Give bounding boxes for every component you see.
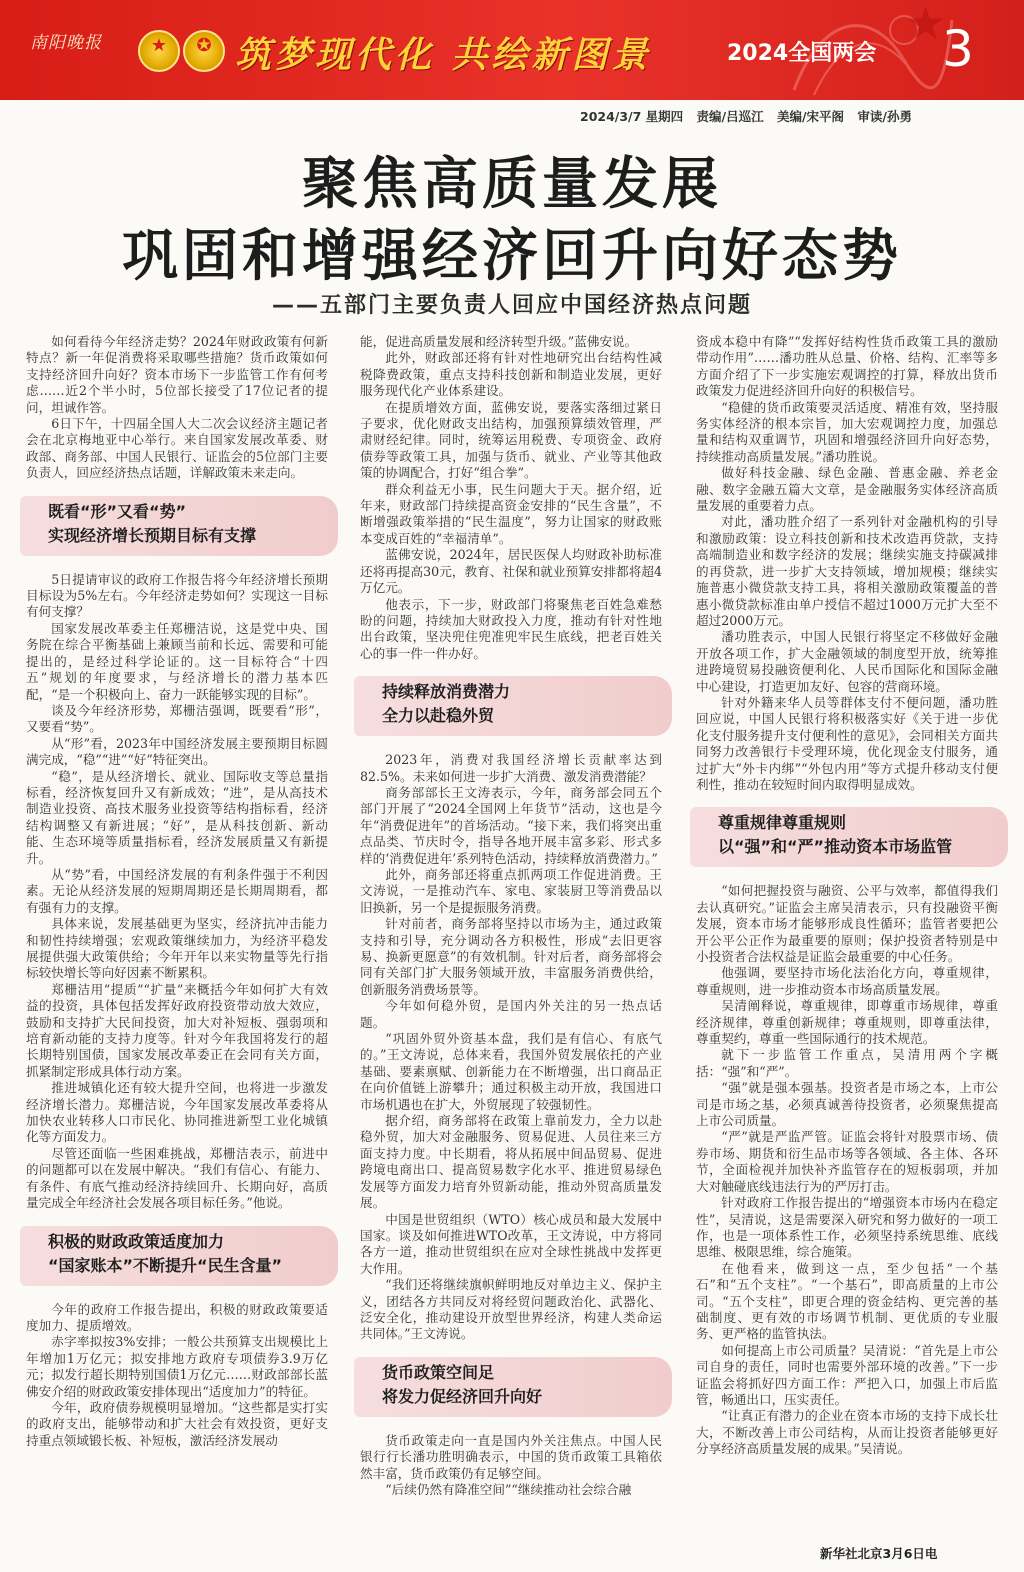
headline-line-2: 巩固和增强经济回升向好态势 (122, 224, 902, 289)
paragraph: 他表示，下一步，财政部门将聚焦老百姓急难愁盼的问题，持续加大财政投入力度，推动有针对性地出台政策，坚决兜住兜准兜牢民生底线，把老百姓关心的事一件一件办好。 (360, 596, 662, 661)
issue-date: 2024/3/7 星期四 (580, 109, 684, 124)
paragraph: 针对前者，商务部将坚持以市场为主，通过政策支持和引导，充分调动各方积极性，形成“去旧更容易、换新更愿意”的有效机制。针对后者，商务部将会同有关部门扩大服务领域开放，丰富服务消费供给，创新服务消费场景等。 (360, 916, 662, 997)
section-heading-line-2: 实现经济增长预期目标有支撑 (48, 525, 257, 545)
paragraph: 郑栅洁用“提质”“扩量”来概括今年如何扩大有效益的投资，具体包括发挥好政府投资带动放大效应，鼓励和支持扩大民间投资，加大对补短板、强弱项和培育新动能的支持力度等。针对今年我国将发行的超长期特别国债，国家发展改革委正在会同有关方面，抓紧制定形成具体行动方案。 (26, 981, 328, 1079)
paragraph: “后续仍然有降准空间”“继续推动社会综合融 (385, 1481, 632, 1497)
newspaper-masthead: 南阳晚报 (30, 33, 102, 53)
paragraph: 如何看待今年经济走势？2024年财政政策有何新特点？新一年促消费将采取哪些措施？货币政策如何支持经济回升向好？资本市场下一步监管工作有何考虑……近2个半小时，5位部长接受了17位记者的提问，坦诚作答。 (26, 334, 328, 415)
paragraph: 针对外籍来华人员等群体支付不便问题，潘功胜回应说，中国人民银行将积极落实好《关于进一步优化支付服务提升支付便利性的意见》，会同相关方面共同努力改善银行卡受理环境，优化现金支付服务，通过扩大“外卡内绑”“外包内用”等方式提升移动支付便利性，推动在较短时间内取得明显成效。 (696, 694, 998, 792)
paragraph: 6日下午，十四届全国人大二次会议经济主题记者会在北京梅地亚中心举行。来自国家发展改革委、财政部、商务部、中国人民银行、证监会的5位部门主要负责人，回应经济热点话题，详解政策未来走向。 (26, 416, 328, 481)
paragraph: “严”就是严监严管。证监会将针对股票市场、债券市场、期货和衍生品市场等各领域、各主体、各环节，全面检视并加快补齐监管存在的短板弱项，并加大对触碰底线违法行为的严厉打击。 (696, 1129, 998, 1194)
section-heading-monetary-policy (354, 1353, 668, 1421)
paragraph: 潘功胜表示，中国人民银行将坚定不移做好金融开放各项工作，扩大金融领域的制度型开放，统筹推进跨境贸易投融资便利化、人民币国际化和国际金融中心建设，打造更加友好、包容的营商环境。 (696, 629, 998, 694)
paragraph: 推进城镇化还有较大提升空间，也将进一步激发经济增长潜力。郑栅洁说，今年国家发展改革委将从加快农业转移人口市民化、协同推进新型工业化城镇化等方面发力。 (26, 1080, 328, 1145)
paragraph: 就下一步监管工作重点，吴清用两个字概括：“强”和“严”。 (696, 1047, 998, 1079)
paragraph: 在提质增效方面，蓝佛安说，要落实落细过紧日子要求，优化财政支出结构，加强预算绩效管理，严肃财经纪律。同时，统筹运用税费、专项资金、政府债券等政策工具，加强与货币、就业、产业等其他政策的协调配合，打好“组合拳”。 (360, 399, 662, 481)
paragraph: 赤字率拟按3%安排；一般公共预算支出规模比上年增加1万亿元；拟安排地方政府专项债券3.9万亿元；拟发行超长期特别国债1万亿元……财政部部长蓝佛安介绍的财政政策安排体现出“适度加力”的特征。 (26, 1334, 328, 1399)
paragraph: “强”就是强本强基。投资者是市场之本，上市公司是市场之基，必须真诚善待投资者，必须聚焦提高上市公司质量。 (696, 1080, 998, 1129)
paragraph: 他强调，要坚持市场化法治化方向，尊重规律，尊重规则，进一步推动资本市场高质量发展。 (696, 965, 998, 997)
event-tag: 2024全国两会 (727, 41, 877, 66)
paragraph: 此外，财政部还将有针对性地研究出台结构性减税降费政策，重点支持科技创新和制造业发展，更好服务现代化产业体系建设。 (360, 350, 662, 399)
headline-line-1: 聚焦高质量发展 (302, 152, 722, 217)
paragraph: 如何提高上市公司质量？吴清说：“首先是上市公司自身的责任，同时也需要外部环境的改善。”下一步证监会将抓好四方面工作：严把入口，加强上市后监管，畅通出口，压实责任。 (696, 1342, 998, 1407)
page-number: 3 (942, 20, 974, 78)
star-icon: ★ (905, 0, 947, 50)
section-heading-line-1: 积极的财政政策适度加力 (48, 1231, 225, 1251)
section-heading-growth-target (20, 492, 334, 560)
paragraph: 做好科技金融、绿色金融、普惠金融、养老金融、数字金融五篇大文章，是金融服务实体经济高质量发展的重要着力点。 (696, 465, 998, 514)
section-heading-line-1: 货币政策空间足 (382, 1362, 495, 1382)
paragraph: 谈及今年经济形势，郑栅洁强调，既要看“形”，又要看“势”。 (26, 702, 328, 735)
paragraph: “我们还将继续旗帜鲜明地反对单边主义、保护主义，团结各方共同反对将经贸问题政治化、武器化、泛安全化，推动建设开放型世界经济，构建人类命运共同体。”王文涛说。 (360, 1277, 662, 1342)
section-heading-line-2: 全力以赴稳外贸 (382, 706, 495, 726)
paragraph: 中国是世贸组织（WTO）核心成员和最大发展中国家。谈及如何推进WTO改革，王文涛说，中方将同各方一道，推动世贸组织在应对全球性挑战中发挥更大作用。 (360, 1211, 662, 1276)
section-heading-fiscal-policy (20, 1222, 334, 1290)
paragraph: 对此，潘功胜介绍了一系列针对金融机构的引导和激励政策：设立科技创新和技术改造再贷款，支持高端制造业和数字经济的发展；继续实施支持碳减排的再贷款，进一步扩大支持领域，增加规模；继续实施普惠小微贷款支持工具，将相关激励政策覆盖的普惠小微贷款标准由单户授信不超过1000万元扩大至不超过2000万元。 (696, 514, 998, 628)
paragraph: 货币政策走向一直是国内外关注焦点。中国人民银行行长潘功胜明确表示，中国的货币政策工具箱依然丰富，货币政策仍有足够空间。 (360, 1432, 662, 1481)
paragraph: 群众利益无小事，民生问题大于天。据介绍，近年来，财政部门持续提高资金安排的“民生含量”，不断增强政策举措的“民生温度”，努力让国家的财政账本变成百姓的“幸福清单”。 (360, 481, 662, 546)
edition-info-bar (580, 107, 1000, 125)
paragraph: 2023年，消费对我国经济增长贡献率达到82.5%。未来如何进一步扩大消费、激发消费潜能？ (360, 752, 662, 784)
section-heading-line-2: “国家账本”不断提升“民生含量” (48, 1255, 283, 1275)
paragraph: “稳”，是从经济增长、就业、国际收支等总量指标看，经济恢复回升又有新成效；“进”，是从高技术制造业投资、高技术服务业投资等结构指标看，经济结构调整又有新进展；“好”，是从科技创新、新动能、生态环境等质量指标看，经济发展质量又有新提升。 (26, 768, 328, 866)
paragraph: 蓝佛安说，2024年，居民医保人均财政补助标准还将再提高30元，教育、社保和就业预算安排都将超4万亿元。 (360, 547, 662, 596)
paragraph: 具体来说，发展基础更为坚实，经济抗冲击能力和韧性持续增强；宏观政策继续加力，为经济平稳发展提供强大政策供给；今年开年以来实物量等先行指标较快增长等向好因素不断累积。 (26, 916, 328, 981)
section-heading-consumption (354, 672, 668, 740)
news-dateline: 新华社北京3月6日电 (820, 1546, 938, 1561)
section-heading-line-2: 以“强”和“严”推动资本市场监管 (718, 837, 953, 857)
paragraph: 资成本稳中有降”“发挥好结构性货币政策工具的激励带动作用”……潘功胜从总量、价格、结构、汇率等多方面介绍了下一步实施宏观调控的打算，释放出货币政策发力促进经济回升向好的积极信号。 (696, 334, 998, 399)
paragraph: 从“势”看，中国经济发展的有利条件强于不利因素。无论从经济发展的短期周期还是长期周期看，都有强有力的支撑。 (26, 866, 328, 915)
article-column-1 (26, 334, 328, 1449)
paragraph: “如何把握投资与融资、公平与效率，都值得我们去认真研究。”证监会主席吴清表示，只有投融资平衡发展，资本市场才能够形成良性循环；监管者要把公开公平公正作为最重要的原则；保护投资者特别是中小投资者合法权益是证监会最重要的中心任务。 (696, 883, 998, 964)
article-column-2 (360, 334, 662, 1498)
banner-slogan: 筑梦现代化 共绘新图景 (235, 34, 652, 76)
paragraph: 此外，商务部还将重点抓两项工作促进消费。王文涛说，一是推动汽车、家电、家装厨卫等消费品以旧换新，另一个是提振服务消费。 (360, 866, 662, 915)
paragraph: 商务部部长王文涛表示，今年，商务部会同五个部门开展了“2024全国网上年货节”活动，这也是今年“消费促进年”的首场活动。“接下来，我们将突出重点品类、节庆时令，指导各地开展丰富多彩、形式多样的‘消费促进年’系列特色活动，持续释放消费潜力。” (360, 784, 662, 866)
paragraph: “巩固外贸外资基本盘，我们是有信心、有底气的。”王文涛说，总体来看，我国外贸发展依托的产业基础、要素禀赋、创新能力在不断增强，出口商品正在向价值链上游攀升；通过积极主动开放，我国进口市场机遇也在扩大，外贸展现了较强韧性。 (360, 1031, 662, 1112)
paragraph: 尽管还面临一些困难挑战，郑栅洁表示，前进中的问题都可以在发展中解决。“我们有信心、有能力、有条件、有底气推动经济持续回升、长期向好，高质量完成全年经济社会发展各项目标任务。”他说。 (26, 1145, 328, 1211)
paragraph: “稳健的货币政策要灵活适度、精准有效，坚持服务实体经济的根本宗旨，加大宏观调控力度，加强总量和结构双重调节，巩固和增强经济回升向好态势，持续推动高质量发展。”潘功胜说。 (696, 399, 998, 464)
paragraph: 能，促进高质量发展和经济转型升级。”蓝佛安说。 (360, 334, 638, 349)
paragraph: 5日提请审议的政府工作报告将今年经济增长预期目标设为5%左右。今年经济走势如何？实现这一目标有何支撑？ (26, 571, 328, 620)
paragraph: 国家发展改革委主任郑栅洁说，这是党中央、国务院在综合平衡基础上兼顾当前和长远、需要和可能提出的，是经过科学论证的。这一目标符合“十四五”规划的年度要求，与经济增长的潜力基本匹配，“是一个积极向上、奋力一跃能够实现的目标”。 (26, 620, 328, 702)
section-heading-line-1: 既看“形”又看“势” (48, 501, 187, 521)
paragraph: 今年，政府债券规模明显增加。“这些都是实打实的政府支出，能够带动和扩大社会有效投资，更好支持重点领域锻长板、补短板，激活经济发展动 (26, 1399, 328, 1448)
paragraph: 吴清阐释说，尊重规律，即尊重市场规律，尊重经济规律，尊重创新规律；尊重规则，即尊重法律，尊重契约，尊重一些国际通行的技术规范。 (696, 998, 998, 1047)
proofreader-credit: 审读/孙勇 (857, 109, 912, 124)
section-heading-line-2: 将发力促经济回升向好 (382, 1386, 543, 1406)
paragraph: 针对政府工作报告提出的“增强资本市场内在稳定性”，吴清说，这是需要深入研究和努力做好的一项工作，也是一项体系性工作，必须坚持系统思维、底线思维、极限思维，综合施策。 (696, 1195, 998, 1260)
section-heading-capital-market (690, 803, 1004, 871)
cppcc-emblem-icon: ✪ (183, 30, 225, 72)
article-column-3 (696, 334, 998, 1458)
paragraph: 在他看来，做到这一点，至少包括“一个基石”和“五个支柱”。“一个基石”，即高质量的上市公司。“五个支柱”，即更合理的资金结构、更完善的基础制度、更有效的市场调节机制、更优质的专业服务、更严格的监管执法。 (696, 1260, 998, 1342)
paragraph: 从“形”看，2023年中国经济发展主要预期目标圆满完成，“稳”“进”“好”特征突出。 (26, 735, 328, 768)
section-heading-line-1: 持续释放消费潜力 (382, 682, 511, 702)
headline-subtitle: ——五部门主要负责人回应中国经济热点问题 (271, 293, 752, 318)
paragraph: 据介绍，商务部将在政策上靠前发力，全力以赴稳外贸，加大对金融服务、贸易促进、人员往来三方面支持力度。中长期看，将从拓展中间品贸易、促进跨境电商出口、提高贸易数字化水平、推进贸易绿色发展等方面发力培育外贸新动能，推动外贸高质量发展。 (360, 1113, 662, 1211)
national-emblem-icon: ★ (138, 30, 180, 72)
designer-credit: 美编/宋平阁 (776, 109, 845, 124)
paragraph: 今年的政府工作报告提出，积极的财政政策要适度加力、提质增效。 (26, 1301, 328, 1333)
section-heading-line-1: 尊重规律尊重规则 (718, 813, 847, 833)
editor-credit: 责编/吕巡江 (696, 109, 764, 124)
paragraph: “让真正有潜力的企业在资本市场的支持下成长壮大，不断改善上市公司结构，从而让投资者能够更好分享经济高质量发展的成果。”吴清说。 (696, 1408, 998, 1457)
paragraph: 今年如何稳外贸，是国内外关注的另一热点话题。 (360, 998, 662, 1030)
page-banner (0, 0, 1024, 100)
